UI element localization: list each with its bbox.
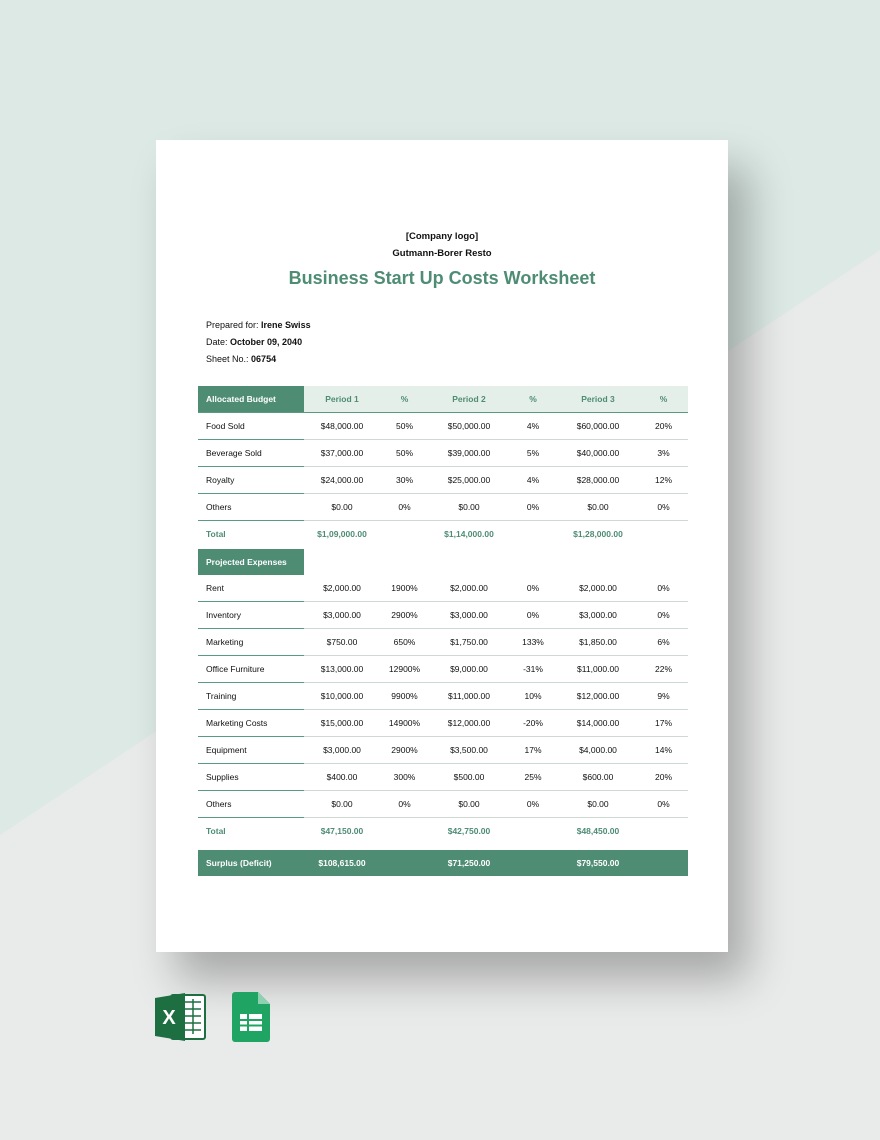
expense-row-percent-2: -31% bbox=[509, 656, 557, 683]
budget-row-label: Food Sold bbox=[198, 413, 304, 440]
expense-row-period-1: $750.00 bbox=[304, 629, 380, 656]
expense-row-percent-3: 6% bbox=[639, 629, 688, 656]
expense-row-period-1: $2,000.00 bbox=[304, 575, 380, 602]
expense-total-row-percent-1 bbox=[380, 818, 429, 845]
expense-total-row-percent-3 bbox=[639, 818, 688, 845]
expense-row-period-3: $0.00 bbox=[557, 791, 639, 818]
expense-row-percent-2: 0% bbox=[509, 791, 557, 818]
budget-row-label: Others bbox=[198, 494, 304, 521]
sheet-number-label: Sheet No.: bbox=[206, 354, 249, 364]
budget-row-label: Royalty bbox=[198, 467, 304, 494]
expense-row-period-1: $13,000.00 bbox=[304, 656, 380, 683]
expense-row-period-3: $2,000.00 bbox=[557, 575, 639, 602]
expense-row-period-3: $1,850.00 bbox=[557, 629, 639, 656]
budget-row-period-3: $0.00 bbox=[557, 494, 639, 521]
expense-row-label: Marketing Costs bbox=[198, 710, 304, 737]
expense-row-percent-1: 650% bbox=[380, 629, 429, 656]
budget-total-row bbox=[198, 521, 688, 548]
excel-icon bbox=[155, 992, 207, 1042]
budget-row-period-1: $24,000.00 bbox=[304, 467, 380, 494]
header-allocated-budget: Allocated Budget bbox=[198, 386, 304, 413]
expense-row-percent-2: 25% bbox=[509, 764, 557, 791]
budget-total-row-percent-1 bbox=[380, 521, 429, 548]
company-name: Gutmann-Borer Resto bbox=[392, 248, 492, 259]
expense-row-period-1: $3,000.00 bbox=[304, 737, 380, 764]
budget-row-period-3: $40,000.00 bbox=[557, 440, 639, 467]
budget-row-label: Beverage Sold bbox=[198, 440, 304, 467]
budget-row-period-3: $60,000.00 bbox=[557, 413, 639, 440]
expense-row-period-1: $0.00 bbox=[304, 791, 380, 818]
budget-row-percent-2: 5% bbox=[509, 440, 557, 467]
expense-row bbox=[198, 602, 688, 629]
expense-row-percent-3: 17% bbox=[639, 710, 688, 737]
budget-row-period-1: $0.00 bbox=[304, 494, 380, 521]
sheet-number bbox=[206, 354, 276, 364]
expense-row-label: Rent bbox=[198, 575, 304, 602]
expense-row-label: Marketing bbox=[198, 629, 304, 656]
expense-total-row bbox=[198, 818, 688, 845]
expense-row bbox=[198, 710, 688, 737]
expense-total-row-period-2: $42,750.00 bbox=[447, 826, 491, 836]
google-sheets-icon bbox=[232, 992, 270, 1042]
expense-row-period-2: $500.00 bbox=[429, 764, 509, 791]
expense-row-percent-3: 0% bbox=[639, 575, 688, 602]
budget-row-percent-2: 0% bbox=[509, 494, 557, 521]
budget-row-percent-3: 12% bbox=[639, 467, 688, 494]
expense-row-period-3: $4,000.00 bbox=[557, 737, 639, 764]
worksheet-page bbox=[156, 140, 728, 952]
expense-row-period-2: $2,000.00 bbox=[429, 575, 509, 602]
budget-row bbox=[198, 494, 688, 521]
budget-row bbox=[198, 467, 688, 494]
sheet-number-value: 06754 bbox=[251, 354, 277, 364]
expense-row-percent-3: 20% bbox=[639, 764, 688, 791]
budget-row-period-2: $0.00 bbox=[429, 494, 509, 521]
expense-total-row-label: Total bbox=[206, 826, 226, 836]
expense-row-percent-2: 17% bbox=[509, 737, 557, 764]
budget-total-row-period-3: $1,28,000.00 bbox=[573, 529, 623, 539]
expense-total-row-period-1: $47,150.00 bbox=[320, 826, 364, 836]
budget-row bbox=[198, 440, 688, 467]
expense-row-period-2: $12,000.00 bbox=[429, 710, 509, 737]
expense-row-percent-2: 133% bbox=[509, 629, 557, 656]
expense-row-period-1: $3,000.00 bbox=[304, 602, 380, 629]
expense-row-period-3: $600.00 bbox=[557, 764, 639, 791]
expense-row-percent-2: 0% bbox=[509, 575, 557, 602]
budget-row-period-1: $48,000.00 bbox=[304, 413, 380, 440]
prepared-for-value: Irene Swiss bbox=[261, 320, 311, 330]
budget-row-period-2: $39,000.00 bbox=[429, 440, 509, 467]
expense-row-percent-1: 1900% bbox=[380, 575, 429, 602]
budget-row-period-1: $37,000.00 bbox=[304, 440, 380, 467]
surplus-deficit-row bbox=[198, 850, 688, 876]
expense-row-percent-1: 9900% bbox=[380, 683, 429, 710]
budget-row-percent-3: 0% bbox=[639, 494, 688, 521]
expense-row bbox=[198, 629, 688, 656]
expense-row-percent-2: 0% bbox=[509, 602, 557, 629]
header-percent-3: % bbox=[639, 386, 688, 413]
header-projected-expenses: Projected Expenses bbox=[198, 549, 304, 575]
svg-text:X: X bbox=[162, 1007, 176, 1029]
prepared-for bbox=[206, 320, 311, 330]
expense-row-percent-1: 12900% bbox=[380, 656, 429, 683]
date bbox=[206, 337, 302, 347]
budget-row-period-2: $25,000.00 bbox=[429, 467, 509, 494]
budget-row-period-2: $50,000.00 bbox=[429, 413, 509, 440]
allocated-budget-table bbox=[198, 386, 688, 547]
expense-row-period-3: $14,000.00 bbox=[557, 710, 639, 737]
expense-row-percent-1: 300% bbox=[380, 764, 429, 791]
expense-row bbox=[198, 791, 688, 818]
budget-row-percent-1: 50% bbox=[380, 413, 429, 440]
expense-row-period-3: $3,000.00 bbox=[557, 602, 639, 629]
expense-row-period-3: $11,000.00 bbox=[557, 656, 639, 683]
expense-row-label: Equipment bbox=[198, 737, 304, 764]
surplus-deficit-row-period-1: $108,615.00 bbox=[304, 850, 380, 876]
budget-row-percent-1: 50% bbox=[380, 440, 429, 467]
surplus-deficit-row-label: Surplus (Deficit) bbox=[198, 850, 304, 876]
expense-row-label: Office Furniture bbox=[198, 656, 304, 683]
expense-total-row-period-3: $48,450.00 bbox=[576, 826, 620, 836]
expense-row-percent-1: 0% bbox=[380, 791, 429, 818]
document-title: Business Start Up Costs Worksheet bbox=[288, 268, 596, 288]
expense-row-period-2: $9,000.00 bbox=[429, 656, 509, 683]
header-period-3: Period 3 bbox=[557, 386, 639, 413]
expense-total-row-percent-2 bbox=[509, 818, 557, 845]
budget-row-percent-2: 4% bbox=[509, 413, 557, 440]
header-period-1: Period 1 bbox=[304, 386, 380, 413]
header-percent-1: % bbox=[380, 386, 429, 413]
budget-total-row-period-1: $1,09,000.00 bbox=[317, 529, 367, 539]
header-period-2: Period 2 bbox=[429, 386, 509, 413]
expense-row-percent-2: 10% bbox=[509, 683, 557, 710]
expense-row-period-1: $15,000.00 bbox=[304, 710, 380, 737]
expense-row bbox=[198, 575, 688, 602]
budget-total-row-percent-2 bbox=[509, 521, 557, 548]
expense-row-percent-2: -20% bbox=[509, 710, 557, 737]
expense-row-percent-3: 14% bbox=[639, 737, 688, 764]
budget-row-percent-3: 3% bbox=[639, 440, 688, 467]
projected-expenses-header-row bbox=[198, 549, 688, 575]
expense-row bbox=[198, 683, 688, 710]
expense-row-percent-3: 0% bbox=[639, 602, 688, 629]
surplus-deficit-row-period-2: $71,250.00 bbox=[429, 850, 509, 876]
date-value: October 09, 2040 bbox=[230, 337, 303, 347]
date-label: Date: bbox=[206, 337, 228, 347]
expense-row-label: Others bbox=[198, 791, 304, 818]
budget-row-period-3: $28,000.00 bbox=[557, 467, 639, 494]
budget-total-row-period-2: $1,14,000.00 bbox=[444, 529, 494, 539]
expense-row-period-2: $1,750.00 bbox=[429, 629, 509, 656]
expense-row-percent-1: 2900% bbox=[380, 602, 429, 629]
surplus-deficit-row-percent-1 bbox=[380, 850, 429, 876]
expense-row-label: Training bbox=[198, 683, 304, 710]
expense-row bbox=[198, 737, 688, 764]
expense-row-period-2: $3,500.00 bbox=[429, 737, 509, 764]
expense-row-percent-3: 0% bbox=[639, 791, 688, 818]
expense-row-period-2: $3,000.00 bbox=[429, 602, 509, 629]
expense-row-period-2: $11,000.00 bbox=[429, 683, 509, 710]
budget-row bbox=[198, 413, 688, 440]
surplus-deficit-row-percent-2 bbox=[509, 850, 557, 876]
prepared-for-label: Prepared for: bbox=[206, 320, 259, 330]
expense-row-percent-1: 2900% bbox=[380, 737, 429, 764]
budget-row-percent-1: 30% bbox=[380, 467, 429, 494]
budget-row-percent-3: 20% bbox=[639, 413, 688, 440]
expense-row-period-2: $0.00 bbox=[429, 791, 509, 818]
header-percent-2: % bbox=[509, 386, 557, 413]
expense-row-label: Supplies bbox=[198, 764, 304, 791]
surplus-deficit-row-percent-3 bbox=[639, 850, 688, 876]
budget-header-row bbox=[198, 386, 688, 413]
projected-expenses-table bbox=[198, 549, 688, 876]
expense-row-period-3: $12,000.00 bbox=[557, 683, 639, 710]
budget-total-row-label: Total bbox=[206, 529, 226, 539]
expense-row-percent-1: 14900% bbox=[380, 710, 429, 737]
budget-row-percent-1: 0% bbox=[380, 494, 429, 521]
expense-row-period-1: $400.00 bbox=[304, 764, 380, 791]
expense-row-percent-3: 9% bbox=[639, 683, 688, 710]
expense-row bbox=[198, 764, 688, 791]
company-logo-placeholder: [Company logo] bbox=[405, 231, 479, 242]
expense-row-period-1: $10,000.00 bbox=[304, 683, 380, 710]
expense-row bbox=[198, 656, 688, 683]
expense-row-percent-3: 22% bbox=[639, 656, 688, 683]
budget-total-row-percent-3 bbox=[639, 521, 688, 548]
expense-row-label: Inventory bbox=[198, 602, 304, 629]
budget-row-percent-2: 4% bbox=[509, 467, 557, 494]
surplus-deficit-row-period-3: $79,550.00 bbox=[557, 850, 639, 876]
